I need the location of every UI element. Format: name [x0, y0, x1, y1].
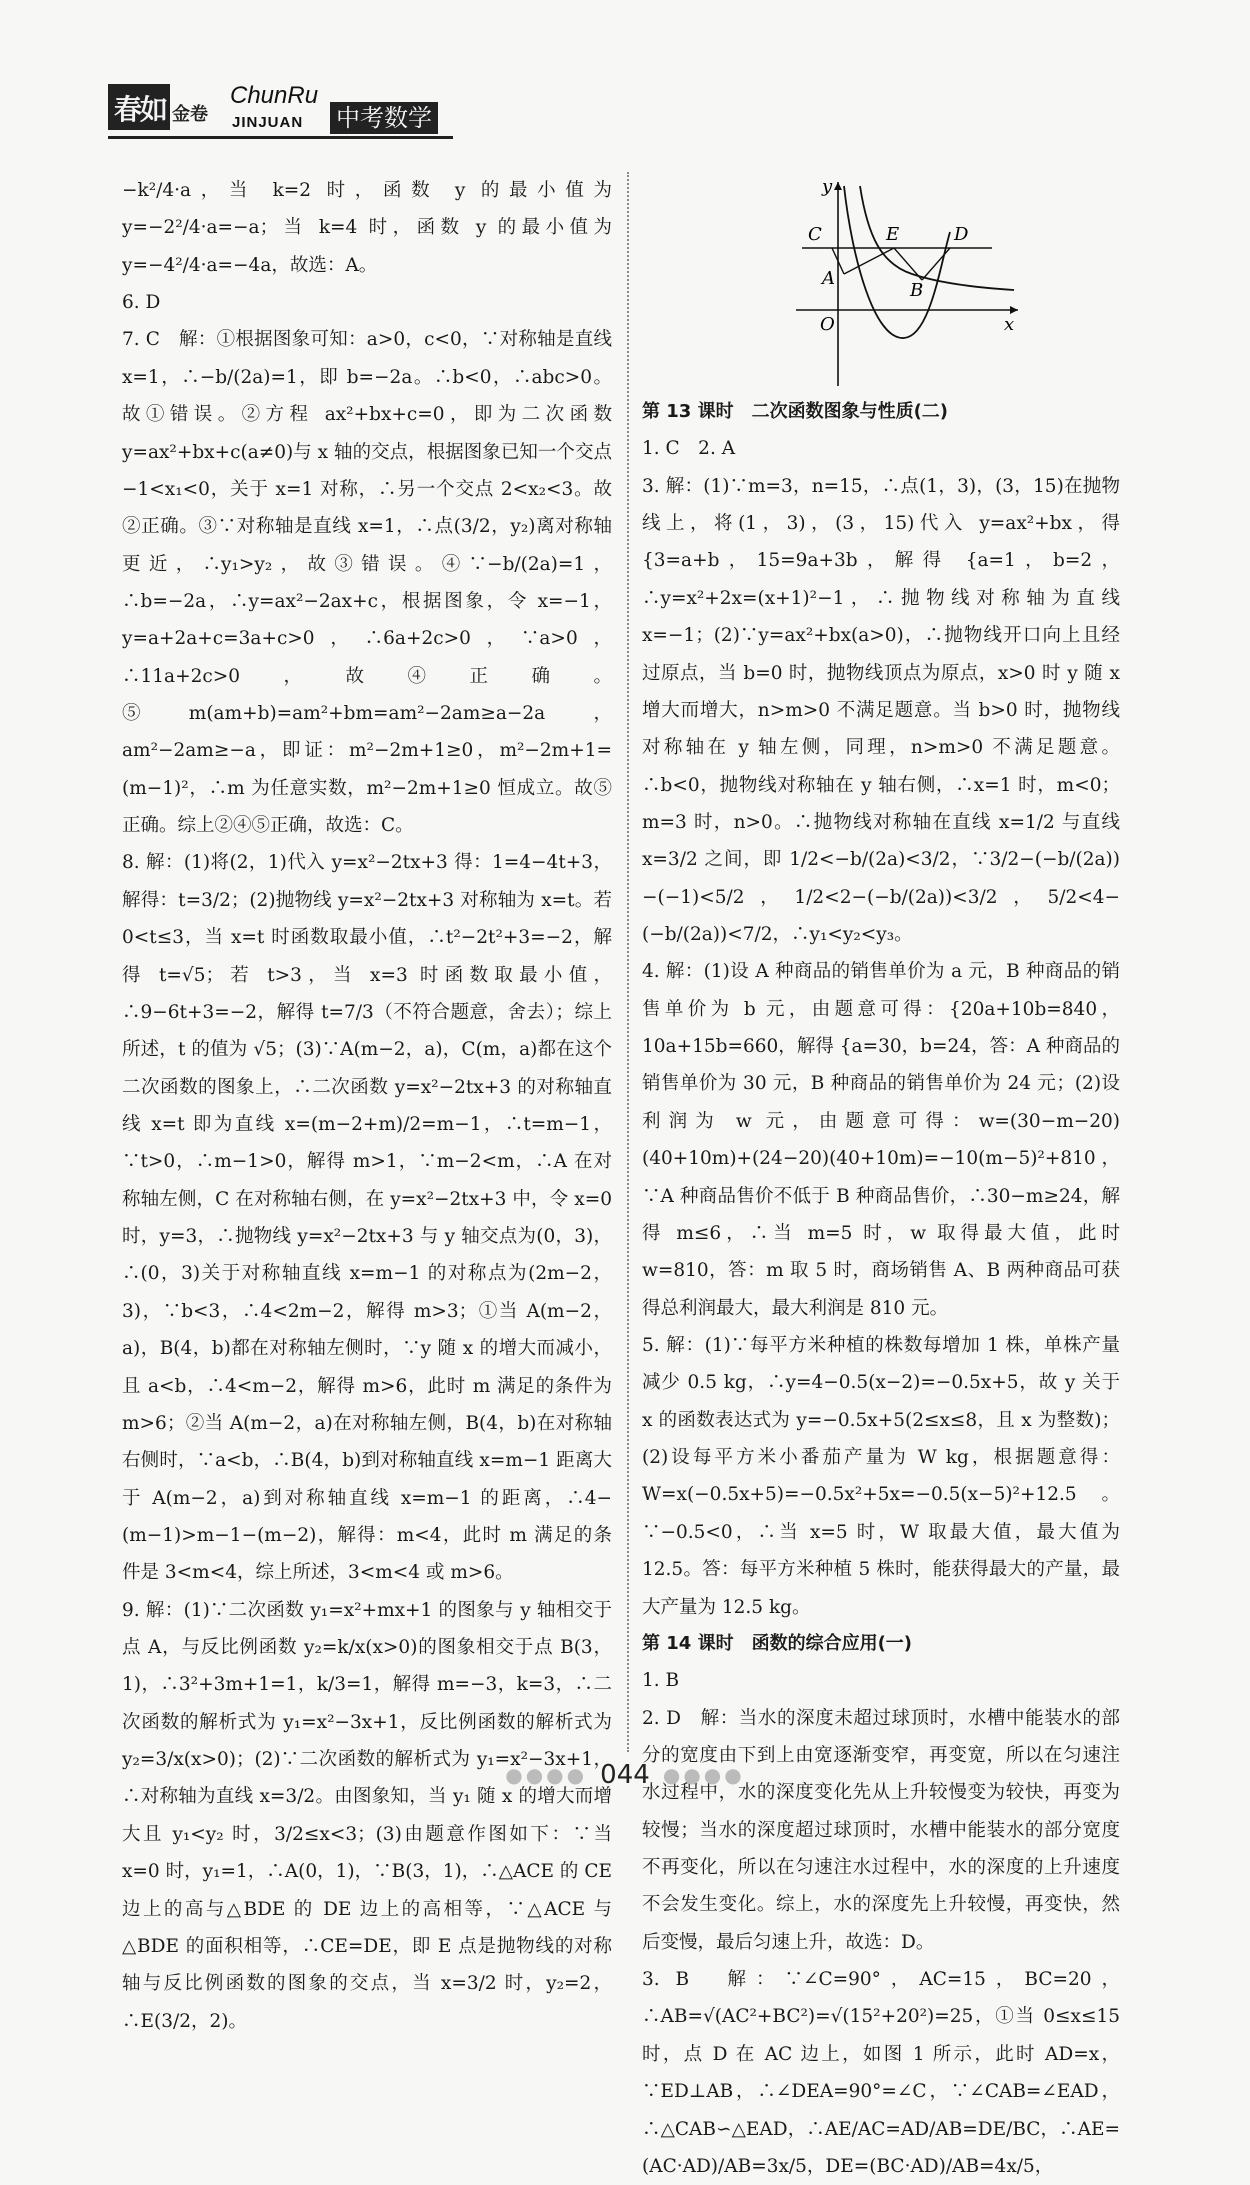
y-arrow-icon — [834, 182, 842, 190]
answer-paragraph: 5. 解：(1)∵每平方米种植的株数每增加 1 株，单株产量减少 0.5 kg，∴y=4−0.5(x−2)=−0.5x+5，故 y 关于 x 的函数表达式为 y=−0.5x+5(2≤x≤8，且 x 为整数)；(2)设每平方米小番茄产量为 W kg，根据题意得：W=x(−0.5x+5)=−0.5x²+5x=−0.5(x−5)²+12.5。∵−0.5<0，∴当 x=5 时，W 取最大值，最大值为 12.5。答：每平方米种植 5 株时，能获得最大的产量，最大产量为 12.5 kg。 — [642, 1334, 1120, 1618]
dots-icon: ●●●● — [662, 1763, 745, 1787]
segment-bd — [922, 248, 950, 280]
section-title: 第 14 课时 函数的综合应用(一) — [642, 1632, 913, 1654]
right-column — [642, 394, 1120, 2185]
answer-paragraph: 2. D 解：当水的深度未超过球顶时，水槽中能装水的部分的宽度由下到上由宽逐渐变窄，再变宽，所以在匀速注水过程中，水的深度变化先从上升较慢变为较快，再变为较慢；当水的深度超过球顶时，水槽中能装水的部分宽度不再变化，所以在匀速注水过程中，水的深度的上升速度不会发生变化。综上，水的深度先上升较慢，再变快，然后变慢，最后匀速上升，故选：D。 — [642, 1707, 1120, 1953]
page-footer — [0, 1760, 1250, 1790]
dots-icon: ●●●● — [505, 1763, 588, 1787]
function-graph — [782, 178, 1022, 390]
segment-eb — [894, 248, 922, 280]
answer-paragraph: −k²/4·a，当 k=2 时，函数 y 的最小值为 y=−2²/4·a=−a；当 k=4 时，函数 y 的最小值为 y=−4²/4·a=−4a，故选：A。 — [122, 180, 612, 276]
label-o: O — [820, 314, 835, 335]
answer-paragraph: 8. 解：(1)将(2，1)代入 y=x²−2tx+3 得：1=4−4t+3，解得：t=3/2；(2)抛物线 y=x²−2tx+3 对称轴为 x=t。若 0<t≤3，当 x=t 时函数取最小值，∴t²−2t²+3=−2，解得 t=√5；若 t>3，当 x=3 时函数取最小值，∴9−6t+3=−2，解得 t=7/3（不符合题意，舍去）；综上所述，t 的值为 √5；(3)∵A(m−2，a)，C(m，a)都在这个二次函数的图象上，∴二次函数 y=x²−2tx+3 的对称轴直线 x=t 即为直线 x=(m−2+m)/2=m−1，∴t=m−1，∵t>0，∴m−1>0，解得 m>1，∵m−2<m，∴A 在对称轴左侧，C 在对称轴右侧，在 y=x²−2tx+3 中，令 x=0 时，y=3，∴抛物线 y=x²−2tx+3 与 y 轴交点为(0，3)，∴(0，3)关于对称轴直线 x=m−1 的对称点为(2m−2，3)，∵b<3，∴4<2m−2，解得 m>3；①当 A(m−2，a)，B(4，b)都在对称轴左侧时，∵y 随 x 的增大而减小，且 a<b，∴4<m−2，解得 m>6，此时 m 满足的条件为 m>6；②当 A(m−2，a)在对称轴左侧，B(4，b)在对称轴右侧时，∵a<b，∴B(4，b)到对称轴直线 x=m−1 距离大于 A(m−2，a)到对称轴直线 x=m−1 的距离，∴4−(m−1)>m−1−(m−2)，解得：m<4，此时 m 满足的条件是 3<m<4，综上所述，3<m<4 或 m>6。 — [122, 852, 612, 1584]
answer-paragraph: 7. C 解：①根据图象可知：a>0，c<0，∵对称轴是直线 x=1，∴−b/(2a)=1，即 b=−2a。∴b<0，∴abc>0。故①错误。②方程 ax²+bx+c=0，即为二次函数 y=ax²+bx+c(a≠0)与 x 轴的交点，根据图象已知一个交点 −1<x₁<0，关于 x=1 对称，∴另一个交点 2<x₂<3。故②正确。③∵对称轴是直线 x=1，∴点(3/2，y₂)离对称轴更近，∴y₁>y₂，故③错误。④∵−b/(2a)=1，∴b=−2a，∴y=ax²−2ax+c，根据图象，令 x=−1，y=a+2a+c=3a+c>0，∴6a+2c>0，∵a>0，∴11a+2c>0，故④正确。⑤m(am+b)=am²+bm=am²−2am≥a−2a，am²−2am≥−a，即证：m²−2m+1≥0，m²−2m+1=(m−1)²，∴m 为任意实数，m²−2m+1≥0 恒成立。故⑤正确。综上②④⑤正确，故选：C。 — [122, 329, 612, 837]
answer-paragraph: 1. C 2. A — [642, 438, 736, 460]
label-d: D — [954, 224, 969, 245]
series-title: 中考数学 — [330, 102, 438, 134]
answer-paragraph: 3. B 解：∵∠C=90°，AC=15，BC=20，∴AB=√(AC²+BC²)=√(15²+20²)=25，①当 0≤x≤15 时，点 D 在 AC 边上，如图 1 所示，此时 AD=x，∵ED⊥AB，∴∠DEA=90°=∠C，∵∠CAB=∠EAD，∴△CAB∽△EAD，∴AE/AC=AD/AB=DE/BC，∴AE=(AC·AD)/AB=3x/5，DE=(BC·AD)/AB=4x/5， — [642, 1969, 1120, 2177]
logo-sub: 金卷 — [172, 104, 208, 125]
book-header — [108, 70, 448, 136]
page-number: 044 — [600, 1760, 650, 1790]
answer-paragraph: 6. D — [122, 292, 161, 314]
header-rule — [108, 136, 453, 139]
parabola-curve — [844, 186, 950, 338]
hyperbola-curve — [860, 186, 1014, 290]
answer-paragraph: 9. 解：(1)∵二次函数 y₁=x²+mx+1 的图象与 y 轴相交于点 A，与反比例函数 y₂=k/x(x>0)的图象相交于点 B(3，1)，∴3²+3m+1=1，k/3=1，解得 m=−3，k=3，∴二次函数的解析式为 y₁=x²−3x+1，反比例函数的解析式为 y₂=3/x(x>0)；(2)∵二次函数的解析式为 y₁=x²−3x+1，∴对称轴为直线 x=3/2。由图象知，当 y₁ 随 x 的增大而增大且 y₁<y₂ 时，3/2≤x<3；(3)由题意作图如下：∵当 x=0 时，y₁=1，∴A(0，1)，∵B(3，1)，∴△ACE 的 CE 边上的高与△BDE 的 DE 边上的高相等，∵△ACE 与△BDE 的面积相等，∴CE=DE，即 E 点是抛物线的对称轴与反比例函数的图象的交点，当 x=3/2 时，y₂=2，∴E(3/2，2)。 — [122, 1599, 612, 2032]
segment-ae — [844, 248, 894, 274]
label-x: x — [1004, 314, 1015, 335]
x-arrow-icon — [1010, 306, 1018, 314]
column-divider — [627, 172, 629, 1752]
answer-paragraph: 4. 解：(1)设 A 种商品的销售单价为 a 元，B 种商品的销售单价为 b 元，由题意可得：{20a+10b=840，10a+15b=660，解得 {a=30，b=24，答：A 种商品的销售单价为 30 元，B 种商品的销售单价为 24 元；(2)设利润为 w 元，由题意可得：w=(30−m−20)(40+10m)+(24−20)(40+10m)=−10(m−5)²+810，∵A 种商品售价不低于 B 种商品售价，∴30−m≥24，解得 m≤6，∴当 m=5 时，w 取得最大值，此时 w=810，答：m 取 5 时，商场销售 A、B 两种商品可获得总利润最大，最大利润是 810 元。 — [642, 961, 1120, 1319]
label-b: B — [910, 280, 924, 301]
brand-logo — [108, 84, 170, 130]
answer-paragraph: 1. B — [642, 1670, 680, 1692]
label-y: y — [822, 178, 833, 197]
section-title: 第 13 课时 二次函数图象与性质(二) — [642, 401, 949, 422]
brand-sub: JINJUAN — [232, 114, 304, 131]
label-c: C — [808, 224, 822, 245]
label-a: A — [822, 268, 835, 289]
label-e: E — [886, 224, 900, 245]
brand-name: ChunRu — [230, 82, 319, 109]
answer-paragraph: 3. 解：(1)∵m=3，n=15，∴点(1，3)，(3，15)在抛物线上，将(1，3)，(3，15)代入 y=ax²+bx，得 {3=a+b，15=9a+3b，解得 {a=1，b=2，∴y=x²+2x=(x+1)²−1，∴抛物线对称轴为直线 x=−1；(2)∵y=ax²+bx(a>0)，∴抛物线开口向上且经过原点，当 b=0 时，抛物线顶点为原点，x>0 时 y 随 x 增大而增大，n>m>0 不满足题意。当 b>0 时，抛物线对称轴在 y 轴左侧，同理，n>m>0 不满足题意。∴b<0，抛物线对称轴在 y 轴右侧，∴x=1 时，m<0；m=3 时，n>0。∴抛物线对称轴在直线 x=1/2 与直线 x=3/2 之间，即 1/2<−b/(2a)<3/2，∵3/2−(−b/(2a))−(−1)<5/2，1/2<2−(−b/(2a))<3/2，5/2<4−(−b/(2a))<7/2，∴y₁<y₂<y₃。 — [642, 475, 1120, 946]
logo-text: 春如 — [114, 93, 167, 126]
